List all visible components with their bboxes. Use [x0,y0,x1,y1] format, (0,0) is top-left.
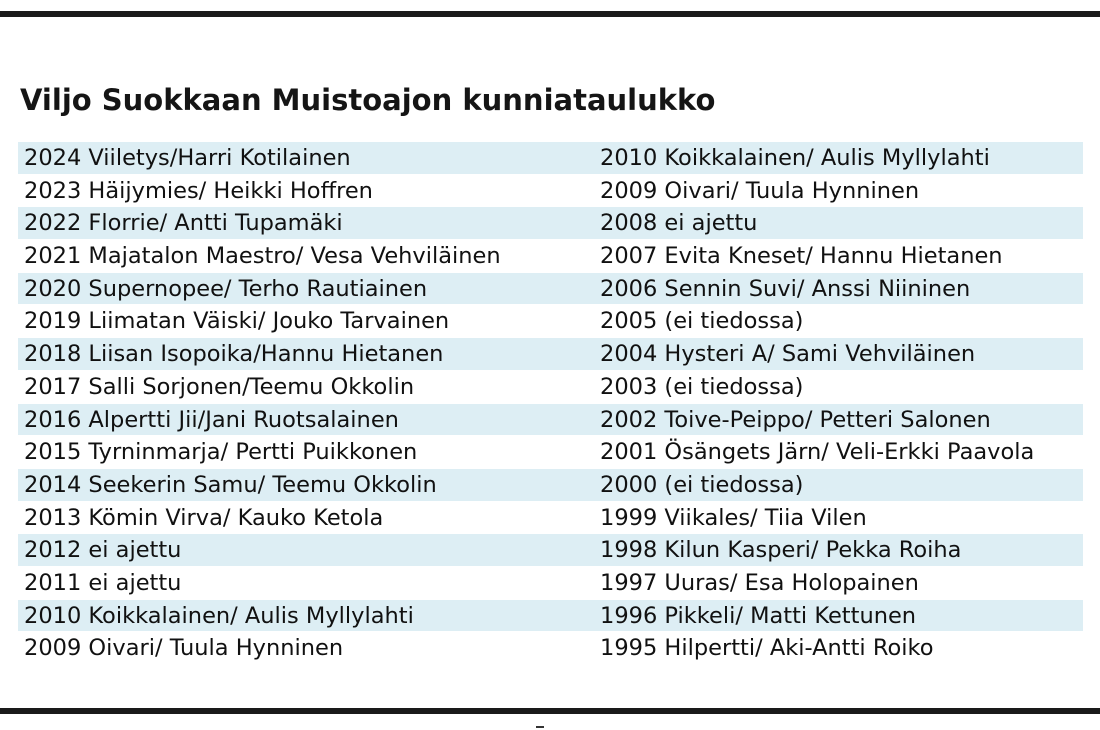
table-row: 2021 Majatalon Maestro/ Vesa Vehviläinen [18,240,594,273]
table-row: 2004 Hysteri A/ Sami Vehviläinen [594,338,1083,371]
table-row: 2015 Tyrninmarja/ Pertti Puikkonen [18,436,594,469]
table-row: 1996 Pikkeli/ Matti Kettunen [594,600,1083,633]
table-row: 2017 Salli Sorjonen/Teemu Okkolin [18,371,594,404]
table-row: 2009 Oivari/ Tuula Hynninen [18,632,594,665]
table-row: 2022 Florrie/ Antti Tupamäki [18,207,594,240]
table-row: 2010 Koikkalainen/ Aulis Myllylahti [594,142,1083,175]
bottom-rule [0,708,1100,714]
table-row: 2006 Sennin Suvi/ Anssi Niininen [594,273,1083,306]
table-row: 2020 Supernopee/ Terho Rautiainen [18,273,594,306]
table-row: 2011 ei ajettu [18,567,594,600]
table-row: 2014 Seekerin Samu/ Teemu Okkolin [18,469,594,502]
table-row: 2016 Alpertti Jii/Jani Ruotsalainen [18,404,594,437]
table-row: 2013 Kömin Virva/ Kauko Ketola [18,502,594,535]
table-row: 2024 Viiletys/Harri Kotilainen [18,142,594,175]
table-row: 1997 Uuras/ Esa Holopainen [594,567,1083,600]
left-column [18,142,594,665]
table-row: 2007 Evita Kneset/ Hannu Hietanen [594,240,1083,273]
right-column [594,142,1083,665]
honor-table [18,142,1083,665]
table-row: 2010 Koikkalainen/ Aulis Myllylahti [18,600,594,633]
table-row: 1998 Kilun Kasperi/ Pekka Roiha [594,534,1083,567]
table-row: 2018 Liisan Isopoika/Hannu Hietanen [18,338,594,371]
table-row: 2008 ei ajettu [594,207,1083,240]
table-row: 2000 (ei tiedossa) [594,469,1083,502]
table-row: 2005 (ei tiedossa) [594,305,1083,338]
table-row: 2001 Ösängets Järn/ Veli-Erkki Paavola [594,436,1083,469]
page-title: Viljo Suokkaan Muistoajon kunniataulukko [20,83,716,117]
table-row: 2023 Häijymies/ Heikki Hoffren [18,175,594,208]
top-rule [0,11,1100,17]
table-row: 2012 ei ajettu [18,534,594,567]
page-mark [536,726,544,728]
table-row: 2003 (ei tiedossa) [594,371,1083,404]
table-row: 1995 Hilpertti/ Aki-Antti Roiko [594,632,1083,665]
table-row: 1999 Viikales/ Tiia Vilen [594,502,1083,535]
table-row: 2002 Toive-Peippo/ Petteri Salonen [594,404,1083,437]
table-row: 2019 Liimatan Väiski/ Jouko Tarvainen [18,305,594,338]
table-row: 2009 Oivari/ Tuula Hynninen [594,175,1083,208]
